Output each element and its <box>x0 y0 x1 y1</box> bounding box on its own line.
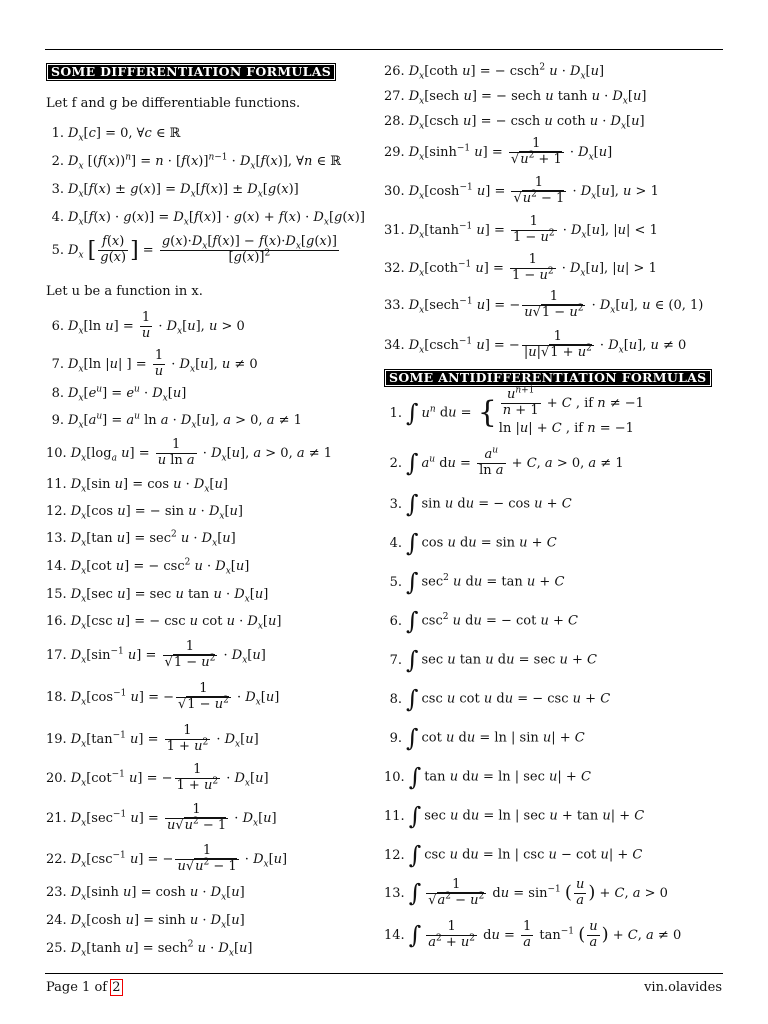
diff-formula-21: 21. $D_x[\sec^{-1}$ u] = $\frac{1}{u√u^2 - 1}$ · $D_x[u]$ <box>46 802 277 833</box>
anti-formula-12: 12. ∫ csc u du = ln | csc u − cot u| + C <box>384 841 643 869</box>
diff-formula-25: 25. $D_x[\tanh$ u] = sech$^2$ $u \cdot D_x[u]$ <box>46 939 253 959</box>
diff-formula-18: 18. $D_x[\cos^{-1}$ u] = − $\frac{1}{√1 - u^2}$ · $D_x[u]$ <box>46 681 280 712</box>
author-name: vin.olavides <box>644 980 722 995</box>
anti-formula-5: 5. ∫ $\sec^2 u$ du = tan u + C <box>389 568 565 596</box>
diff-formula-6: 6. $D_x[\ln$ u] = $\frac{1}{u}$ · $D_x[u]$, u > 0 <box>51 310 245 341</box>
diff-formula-13: 13. $D_x[\tan$ $u] = \sec^2 u \cdot D_x[u]$ <box>46 529 236 549</box>
diff-formula-19: 19. $D_x[\tan^{-1}$ u] = $\frac{1}{1 + u^2}$ · $D_x[u]$ <box>46 723 259 754</box>
diff-formula-31: 31. $D_x[\tanh^{-1}$ u] = $\frac{1}{1 - u^2}$ · $D_x[u]$, |u| < 1 <box>384 214 658 245</box>
anti-formula-13: 13. ∫ $\frac{1}{√a^2 - u^2}$ du = $\sin^{-1}$ ( $\frac{u}{a}$ ) + C, a > 0 <box>384 877 668 908</box>
diff-formula-23: 23. $D_x[\sinh$ $u] = \cosh u \cdot D_x[u]$ <box>46 885 245 903</box>
diff-formula-3: 3. $D_x[f(x) \pm g(x)] = D_x[f(x)] \pm D_x[g(x)]$ <box>51 182 299 200</box>
anti-formula-1: 1. ∫ $u^n$ du = { $\frac{u^{n+1}}{n + 1}$ + C , if n ≠ −1 ln |u| + C , if n = −1 <box>389 385 644 436</box>
intro-fg: Let f and g be differentiable functions. <box>46 96 301 111</box>
diff-formula-10: 10. $D_x[\log_a$ u] = $\frac{1}{\text{u ln a}}$ · $D_x[u]$, a > 0, a ≠ 1 <box>46 437 333 468</box>
diff-formula-5: 5. $D_x$ [ $\frac{f(x)}{g(x)}$ ] = $\frac{g(x)\cdot D_x[f(x)] - f(x)\cdot D_x[g(x)]}{[g(x)]^2}$ <box>51 234 337 265</box>
diff-formula-34: 34. $D_x[\csc h^{-1}$ u] = − $\frac{1}{|u|√1 + u^2}$ · $D_x[u]$, u ≠ 0 <box>384 329 687 360</box>
diff-formula-24: 24. $D_x[\cosh$ $u] = \sinh u \cdot D_x[u]$ <box>46 913 245 931</box>
diff-formula-27: 27. $D_x[\sec h$ u] = − sech u $\tanh u \cdot D_x[u]$ <box>384 89 647 107</box>
anti-formula-6: 6. ∫ $\csc^2 u$ du = − cot u + C <box>389 607 578 635</box>
diff-formula-12: 12. $D_x[\cos$ u] = − $\sin u \cdot D_x[u]$ <box>46 504 243 522</box>
differentiation-heading: SOME DIFFERENTIATION FORMULAS <box>46 63 336 81</box>
anti-formula-4: 4. ∫ cos u du = sin u + C <box>389 529 557 557</box>
anti-formula-7: 7. ∫ sec u tan u du = sec u + C <box>389 646 597 674</box>
page-total-link[interactable]: 2 <box>112 980 121 995</box>
anti-formula-2: 2. ∫ $a^u$ du = $\frac{a^u}{\text{ln a}}$ + C, a > 0, a ≠ 1 <box>389 445 624 478</box>
diff-formula-15: 15. $D_x[\sec$ u] = sec u $\tan u \cdot D_x[u]$ <box>46 587 269 605</box>
anti-formula-14: 14. ∫ $\frac{1}{a^2 + u^2}$ du = $\frac{1}{a}$ $\tan^{-1}$ ( $\frac{u}{a}$ ) + C, a ≠ 0 <box>384 919 682 950</box>
intro-u: Let u be a function in x. <box>46 284 203 299</box>
page-indicator: Page 1 of 2 <box>46 980 121 995</box>
anti-formula-10: 10. ∫ tan u du = ln | sec u| + C <box>384 763 591 791</box>
anti-formula-3: 3. ∫ sin u du = − cos u + C <box>389 490 572 518</box>
anti-formula-11: 11. ∫ sec u du = ln | sec u + tan u| + C <box>384 802 645 830</box>
diff-formula-30: 30. $D_x[\cosh^{-1}$ u] = $\frac{1}{√u^2 - 1}$ · $D_x[u]$, u > 1 <box>384 175 659 206</box>
diff-formula-17: 17. $D_x[\sin^{-1}$ u] = $\frac{1}{√1 - u^2}$ · $D_x[u]$ <box>46 639 266 670</box>
diff-formula-4: 4. $D_x[f(x) \cdot g(x)] = D_x[f(x)] \cdot g(x) + f(x) \cdot D_x[g(x)]$ <box>51 210 365 228</box>
anti-formula-8: 8. ∫ csc u cot u du = − csc u + C <box>389 685 611 713</box>
diff-formula-8: 8. $D_x[e^u] = e^u \cdot D_x[u]$ <box>51 384 187 404</box>
diff-formula-22: 22. $D_x[\csc^{-1}$ u] = − $\frac{1}{u√u^2 - 1}$ · $D_x[u]$ <box>46 843 288 874</box>
diff-formula-29: 29. $D_x[\sinh^{-1}$ u] = $\frac{1}{√u^2 + 1}$ · $D_x[u]$ <box>384 136 613 167</box>
diff-formula-7: 7. $D_x[\ln$ |u| ] = $\frac{1}{u}$ · $D_x[u]$, u ≠ 0 <box>51 348 258 379</box>
diff-formula-33: 33. $D_x[\sec h^{-1}$ u] = − $\frac{1}{u√1 - u^2}$ · $D_x[u]$, u ∈ (0, 1) <box>384 289 704 320</box>
diff-formula-28: 28. $D_x[\csc h$ u] = − csch u coth $u \cdot D_x[u]$ <box>384 114 645 132</box>
anti-formula-9: 9. ∫ cot u du = ln | sin u| + C <box>389 724 585 752</box>
bottom-rule <box>45 973 723 974</box>
diff-formula-16: 16. $D_x[\csc$ u] = − csc u $\cot u \cdot D_x[u]$ <box>46 614 282 632</box>
diff-formula-26: 26. $D_x[\cot h$ u] = − csch$^2$ $u \cdot D_x[u]$ <box>384 62 605 82</box>
diff-formula-32: 32. $D_x[\cot h^{-1}$ u] = $\frac{1}{1 - u^2}$ · $D_x[u]$, |u| > 1 <box>384 252 657 283</box>
diff-formula-11: 11. $D_x[\sin$ $u] = \cos u \cdot D_x[u]$ <box>46 477 228 495</box>
antidifferentiation-heading: SOME ANTIDIFFERENTIATION FORMULAS <box>384 369 712 387</box>
diff-formula-1: 1. $D_x[c] = 0$, ∀c ∈ ℝ <box>51 126 181 144</box>
top-rule <box>45 49 723 50</box>
diff-formula-9: 9. $D_x[a^u] = a^u$ $\ln a \cdot D_x[u]$, a > 0, a ≠ 1 <box>51 411 302 431</box>
diff-formula-14: 14. $D_x[\cot$ u] = − $\csc^2 u \cdot D_x[u]$ <box>46 557 250 577</box>
diff-formula-20: 20. $D_x[\cot^{-1}$ u] = − $\frac{1}{1 + u^2}$ · $D_x[u]$ <box>46 762 269 793</box>
diff-formula-2: 2. $D_x$ $[(f(x))^n] = n \cdot [f(x)]^{n-1} \cdot D_x[f(x)]$, ∀n ∈ ℝ <box>51 152 342 172</box>
